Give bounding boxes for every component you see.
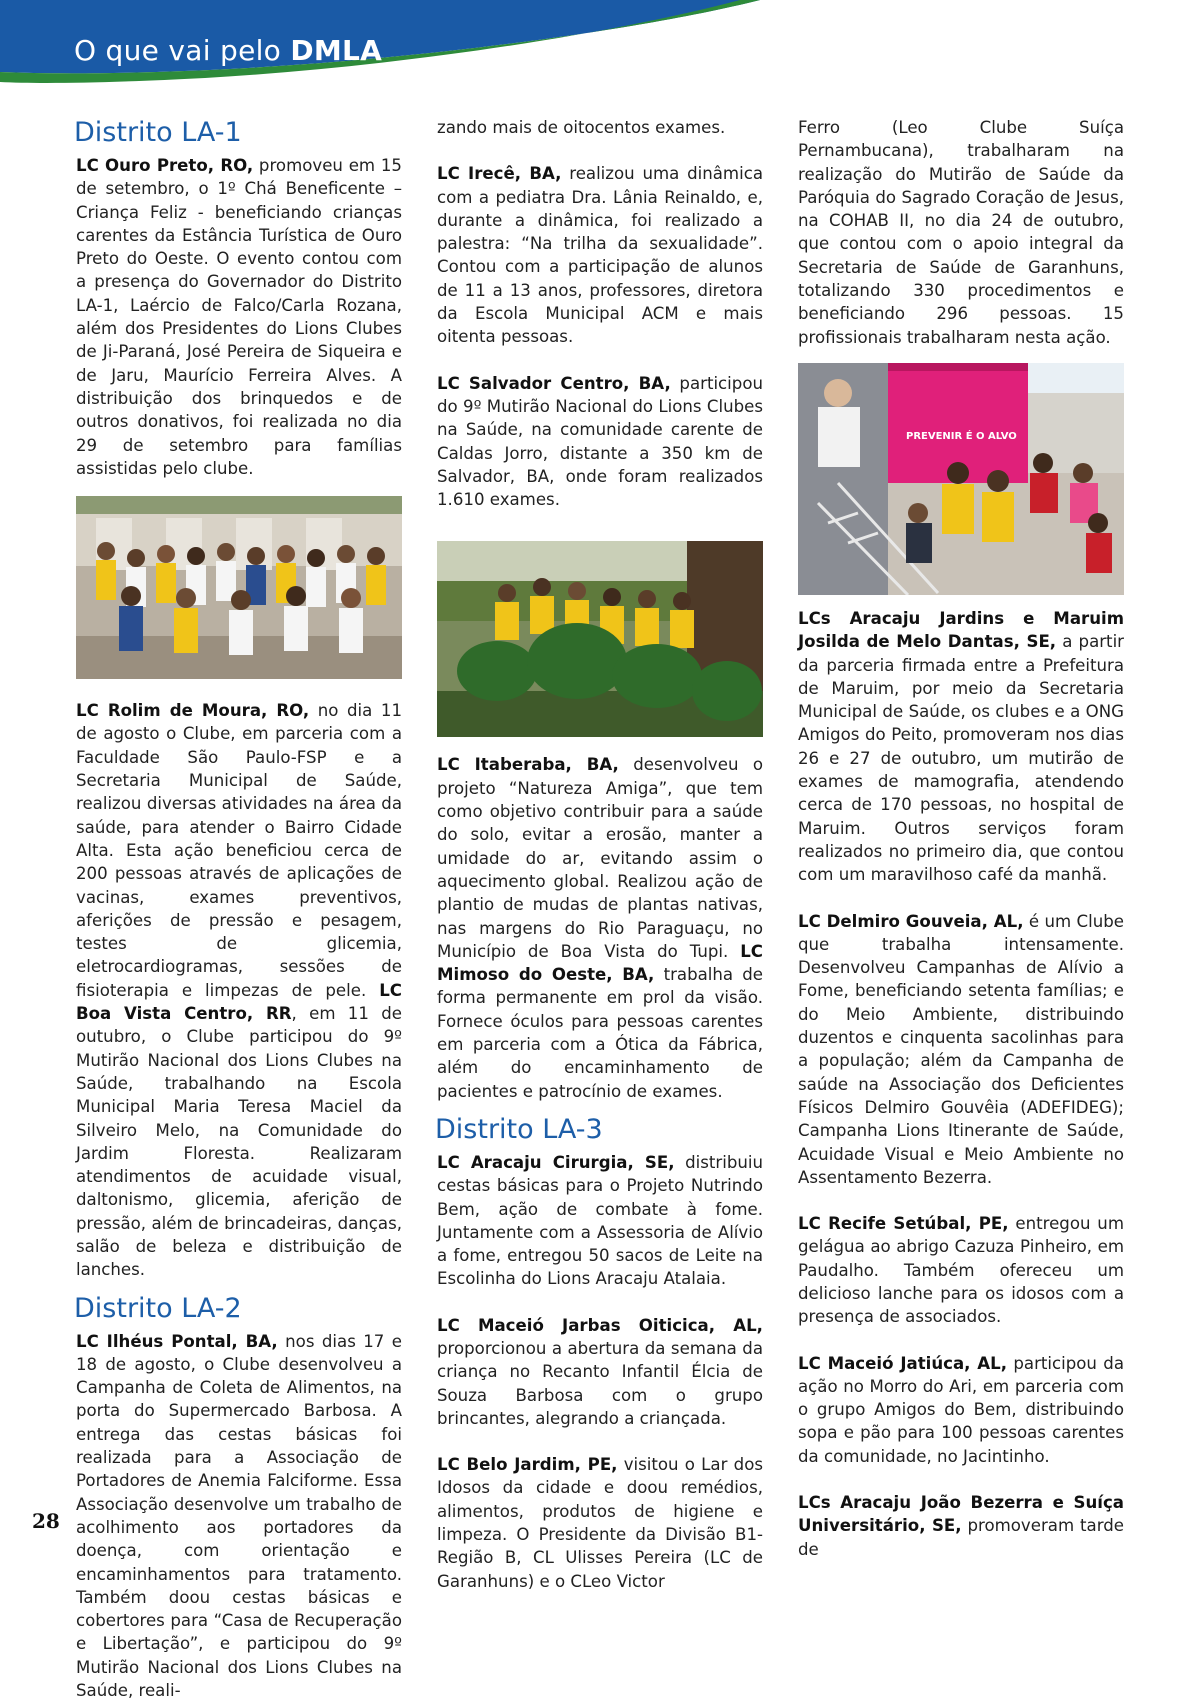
article-salvador-centro: LC Salvador Centro, BA, participou do 9º Mutirão Nacional do Lions Clubes na Saúde, na comunidade carente de Caldas Jorro, distante a 350 km de Salvador, BA, onde foram realizados 1.610 exames.: [437, 373, 763, 510]
photo-group-ouro-preto: [76, 496, 402, 679]
article-belo-jardim: LC Belo Jardim, PE, visitou o Lar dos Idosos da cidade e doou remédios, alimentos, produtos de higiene e limpeza. O Presidente da Divisão B1- Região B, CL Ulisses Pereira (LC de Garanhuns) e o CLeo Victor: [437, 1455, 763, 1591]
article-aracaju-joao-bezerra: LCs Aracaju João Bezerra e Suíça Universitário, SE, promoveram tarde de: [798, 1493, 1124, 1559]
article-ilheus-pontal: LC Ilhéus Pontal, BA, nos dias 17 e 18 de agosto, o Clube desenvolveu a Campanha de Coleta de Alimentos, na porta do Supermercado Barbosa. A entrega das cestas básicas foi realizada para a Associação de Portadores de Anemia Falciforme. Essa Associação desenvolve um trabalho de acolhimento aos portadores da doença, com orientação e encaminhamentos para tratamento. Também doou cestas básicas e cobertores para “Casa de Recuperação e Libertação”, e participou do 9º Mutirão Nacional dos Lions Clubes na Saúde, reali-: [76, 1331, 402, 1701]
district-la2-heading: Distrito LA-2: [74, 1292, 242, 1324]
article-delmiro-gouveia: LC Delmiro Gouveia, AL, é um Clube que trabalha intensamente. Desenvolveu Campanhas de Alívio a Fome, beneficiando setenta famílias; e do Meio Ambiente, distribuindo duzentos e cinquenta sacolinhas para a população; além da Campanha de saúde na Associação dos Deficientes Físicos Delmiro Gouvêia (ADEFIDEG); Campanha Lions Itinerante de Saúde, Acuidade Visual e Meio Ambiente no Assentamento Bezerra.: [798, 911, 1124, 1187]
article-recife-setubal: LC Recife Setúbal, PE, entregou um gelágua ao abrigo Cazuza Pinheiro, em Paudalho. Também ofereceu um delicioso lanche para os idosos com a presença de associados.: [798, 1214, 1124, 1327]
page-title: O que vai pelo DMLA: [74, 34, 383, 67]
truck-sign-text: PREVENIR É O ALVO: [906, 430, 1017, 442]
column-3: [798, 116, 1124, 1561]
article-garanhuns-continuation: Ferro (Leo Clube Suíça Pernambucana), trabalharam na realização do Mutirão de Saúde da Paróquia do Sagrado Coração de Jesus, na COHAB II, no dia 24 de outubro, que contou com o apoio integral da Secretaria de Saúde de Garanhuns, totalizando 330 procedimentos e beneficiando 296 pessoas. 15 profissionais trabalharam nesta ação.: [798, 118, 1124, 347]
article-aracaju-cirurgia: LC Aracaju Cirurgia, SE, distribuiu cestas básicas para o Projeto Nutrindo Bem, ação de combate à fome. Juntamente com a Assessoria de Alívio a fome, entregou 50 sacos de Leite na Escolinha do Lions Aracaju Atalaia.: [437, 1152, 763, 1289]
article-ouro-preto: LC Ouro Preto, RO, promoveu em 15 de setembro, o 1º Chá Beneficente – Criança Feliz - beneficiando crianças carentes da Estância Turística de Ouro Preto do Oeste. O evento contou com a presença do Governador do Distrito LA-1, Laércio de Falco/Carla Rozana, além dos Presidentes do Lions Clubes de Ji-Paraná, José Pereira de Siqueira e de Jaru, Maurício Ferreira Alves. A distribuição dos brinquedos e de outros donativos, foi realizada no dia 29 de setembro para famílias assistidas pelo clube.: [76, 156, 402, 478]
page-number: 28: [32, 1509, 60, 1533]
page-header: [0, 0, 1200, 100]
article-rolim-de-moura: LC Rolim de Moura, RO, no dia 11 de agosto o Clube, em parceria com a Faculdade São Paulo-FSP e a Secretaria Municipal de Saúde, realizou diversas atividades na área da saúde, para atender o Bairro Cidade Alta. Esta ação beneficiou cerca de 200 pessoas através de aplicações de vacinas, exames preventivos, aferições de pressão e pesagem, testes de glicemia, eletrocardiogramas, sessões de fisioterapia e limpezas de pele. LC Boa Vista Centro, RR, em 11 de outubro, o Clube participou do 9º Mutirão Nacional dos Lions Clubes na Saúde, trabalhando na Escola Municipal Maria Teresa Maciel da Silveiro Melo, na Comunidade do Jardim Floresta. Realizaram atendimentos de acuidade visual, daltonismo, glicemia, aferição de pressão, além de brincadeiras, danças, salão de beleza e distribuição de lanches.: [76, 701, 402, 1280]
column-2: [437, 116, 763, 1593]
article-aracaju-jardins-maruim: LCs Aracaju Jardins e Maruim Josilda de Melo Dantas, SE, a partir da parceria firmada entre a Prefeitura de Maruim, por meio da Secretaria Municipal de Saúde, os clubes e a ONG Amigos do Peito, promoveram nos dias 26 e 27 de outubro, um mutirão de exames de mamografia, atendendo cerca de 170 pessoas, no hospital de Maruim. Outros serviços foram realizados no primeiro dia, que contou com um maravilhoso café da manhã.: [798, 608, 1124, 885]
photo-mutirao-truck: [798, 363, 1124, 595]
column-1: [76, 116, 402, 1702]
district-la1-heading: Distrito LA-1: [74, 117, 242, 148]
photo-planting-itaberaba: [437, 541, 763, 737]
article-itaberaba: LC Itaberaba, BA, desenvolveu o projeto “Natureza Amiga”, que tem como objetivo contribuir para a saúde do solo, evitar a erosão, manter a umidade do ar, evitando assim o aquecimento global. Realizou ação de plantio de mudas de plantas nativas, nas margens do Rio Paraguaçu, no Município de Boa Vista do Tupi. LC Mimoso do Oeste, BA, trabalha de forma permanente em prol da visão. Fornece óculos para pessoas carentes em parceria com a Ótica da Fábrica, além do encaminhamento de pacientes e patrocínio de exames.: [437, 755, 763, 1101]
article-irece: LC Irecê, BA, realizou uma dinâmica com a pediatra Dra. Lânia Reinaldo, e, durante a dinâmica, foi realizado a palestra: “Na trilha da sexualidade”. Contou com a participação de alunos de 11 a 13 anos, professores, diretora da Escola Municipal ACM e mais oitenta pessoas.: [437, 164, 763, 347]
district-la3-heading: Distrito LA-3: [435, 1113, 603, 1145]
article-maceio-jatiuca: LC Maceió Jatiúca, AL, participou da ação no Morro do Ari, em parceria com o grupo Amigos do Bem, distribuindo sopa e pão para 100 pessoas carentes da comunidade, no Jacintinho.: [798, 1353, 1124, 1466]
article-continuation: zando mais de oitocentos exames.: [437, 118, 726, 137]
article-maceio-jarbas: LC Maceió Jarbas Oiticica, AL, proporcionou a abertura da semana da criança no Recanto Infantil Élcia de Souza Barbosa com o grupo brincantes, alegrando a criançada.: [437, 1315, 763, 1428]
